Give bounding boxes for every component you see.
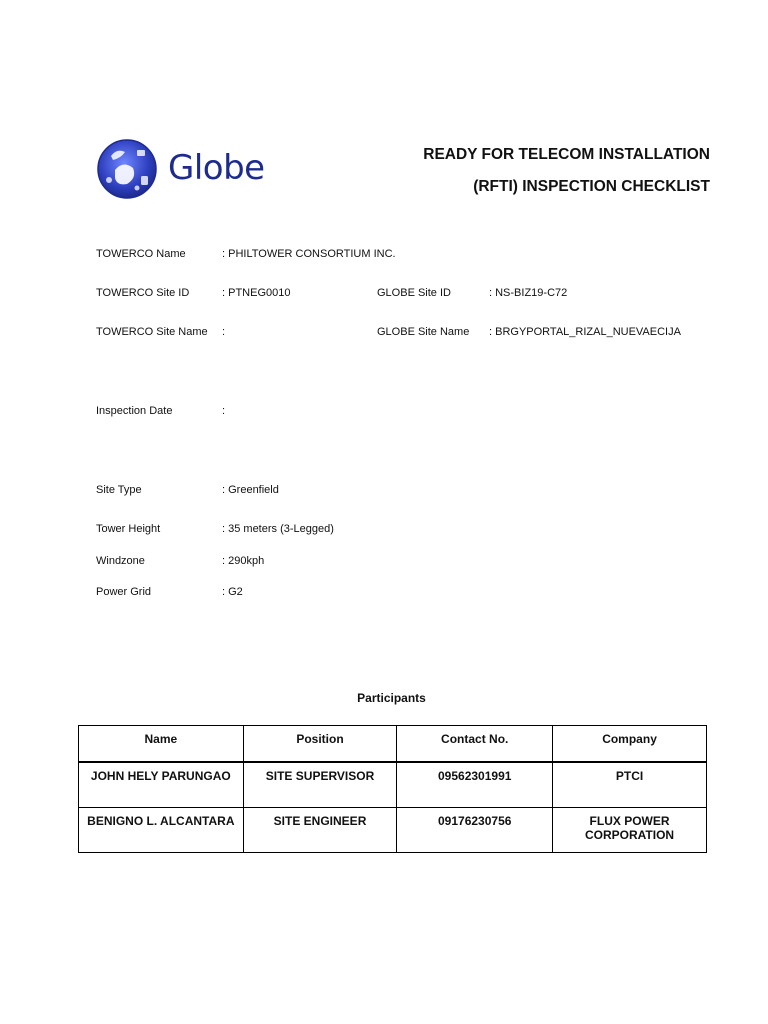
tower-height-value: : 35 meters (3-Legged) [222, 523, 334, 535]
document-title-line2: (RFTI) INSPECTION CHECKLIST [473, 178, 710, 195]
inspection-date-value: : [222, 405, 226, 417]
site-type-value: : Greenfield [222, 484, 279, 496]
site-type-label: Site Type [96, 484, 142, 496]
globe-site-id-label: GLOBE Site ID [377, 287, 451, 299]
document-title-line1: READY FOR TELECOM INSTALLATION [423, 146, 710, 163]
table-header-row [79, 726, 707, 763]
participants-table [78, 725, 707, 853]
column-header-name: Name [79, 726, 244, 763]
towerco-name-value: : PHILTOWER CONSORTIUM INC. [222, 248, 396, 260]
power-grid-value: : G2 [222, 586, 243, 598]
participant-name: JOHN HELY PARUNGAO [79, 762, 244, 808]
towerco-site-id-value: : PTNEG0010 [222, 287, 291, 299]
participant-position: SITE SUPERVISOR [243, 762, 397, 808]
power-grid-label: Power Grid [96, 586, 152, 598]
towerco-site-name-label: TOWERCO Site Name [96, 326, 208, 338]
globe-emblem-icon [97, 136, 161, 202]
inspection-date-label: Inspection Date [96, 405, 173, 417]
column-header-contact: Contact No. [397, 726, 553, 763]
globe-logo [97, 136, 267, 204]
participant-company: PTCI [553, 762, 707, 808]
towerco-name-label: TOWERCO Name [96, 248, 186, 260]
participants-title: Participants [357, 691, 426, 705]
globe-site-id-value: : NS-BIZ19-C72 [489, 287, 568, 299]
table-row [79, 762, 707, 808]
globe-site-name-value: : BRGYPORTAL_RIZAL_NUEVAECIJA [489, 326, 681, 338]
participant-position: SITE ENGINEER [243, 808, 397, 853]
participant-contact: 09562301991 [397, 762, 553, 808]
column-header-position: Position [243, 726, 397, 763]
windzone-value: : 290kph [222, 555, 265, 567]
towerco-site-id-label: TOWERCO Site ID [96, 287, 190, 299]
globe-site-name-label: GLOBE Site Name [377, 326, 470, 338]
towerco-site-name-value: : [222, 326, 226, 338]
globe-wordmark: Globe [168, 148, 265, 188]
table-row [79, 808, 707, 853]
participant-contact: 09176230756 [397, 808, 553, 853]
participant-company: FLUX POWER CORPORATION [553, 808, 707, 853]
participant-name: BENIGNO L. ALCANTARA [79, 808, 244, 853]
column-header-company: Company [553, 726, 707, 763]
tower-height-label: Tower Height [96, 523, 161, 535]
windzone-label: Windzone [96, 555, 145, 567]
